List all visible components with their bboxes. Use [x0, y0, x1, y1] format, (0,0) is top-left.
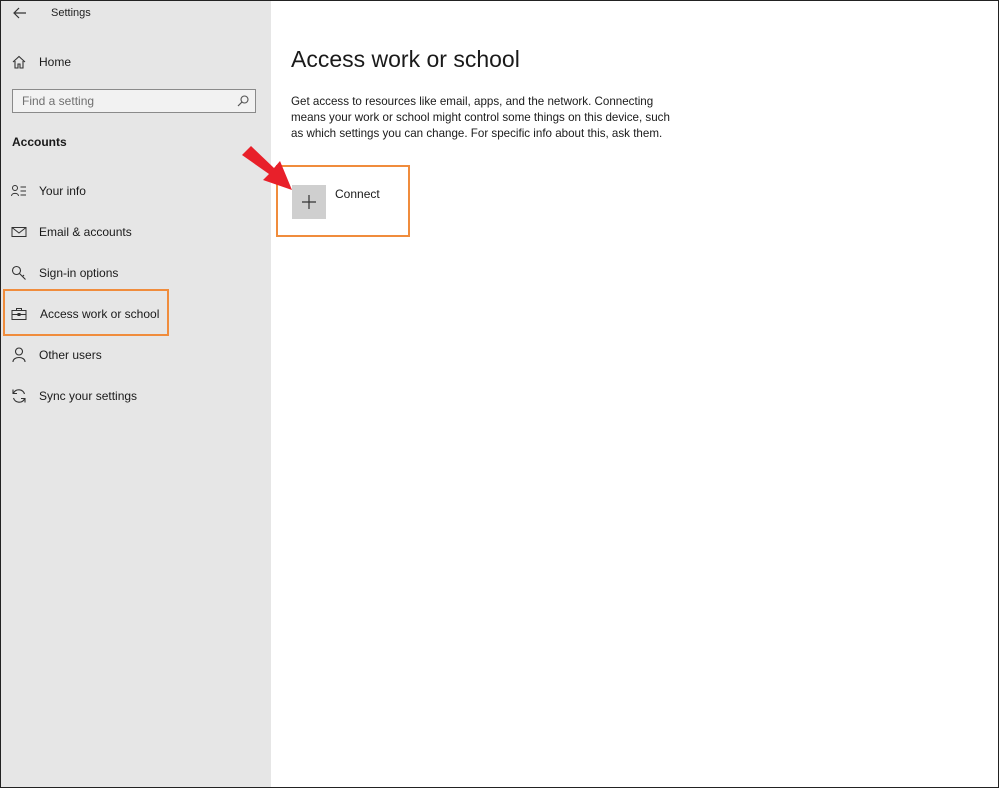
red-pointer-arrow-icon [240, 143, 302, 195]
mail-icon [11, 224, 27, 240]
search-box[interactable] [12, 89, 256, 113]
sidebar-item-email-accounts[interactable] [11, 221, 261, 243]
sidebar-item-label: Access work or school [40, 307, 160, 321]
back-button[interactable] [10, 4, 30, 22]
connect-button[interactable] [292, 185, 392, 219]
plus-icon [301, 194, 317, 210]
home-icon [11, 54, 27, 70]
nav-home[interactable] [11, 51, 251, 73]
sidebar-item-label: Sign-in options [39, 266, 119, 280]
sidebar-item-label: Your info [39, 184, 86, 198]
sidebar-item-sign-in-options[interactable] [11, 262, 261, 284]
person-icon [11, 347, 27, 363]
section-heading-accounts: Accounts [12, 135, 67, 149]
person-list-icon [11, 183, 27, 199]
nav-home-label: Home [39, 55, 72, 69]
page-description: Get access to resources like email, apps, and the network. Connecting means your work or school might control some things on this device, such as which settings you can change. For specific info about this, ask them. [291, 95, 670, 140]
briefcase-icon [11, 306, 27, 322]
back-arrow-icon [13, 7, 27, 19]
page-title: Access work or school [291, 46, 520, 72]
sidebar-item-access-work-or-school[interactable] [11, 303, 261, 325]
window-title: Settings [51, 7, 91, 19]
key-icon [11, 265, 27, 281]
sync-icon [11, 388, 27, 404]
sidebar-item-label: Email & accounts [39, 225, 132, 239]
sidebar-item-your-info[interactable] [11, 180, 261, 202]
search-input[interactable] [22, 94, 222, 108]
sidebar-item-sync-settings[interactable] [11, 385, 261, 407]
connect-label: Connect [335, 187, 380, 201]
sidebar-item-label: Sync your settings [39, 389, 138, 403]
sidebar [1, 1, 271, 787]
sidebar-item-other-users[interactable] [11, 344, 261, 366]
sidebar-item-label: Other users [39, 348, 102, 362]
search-icon[interactable] [237, 95, 249, 107]
